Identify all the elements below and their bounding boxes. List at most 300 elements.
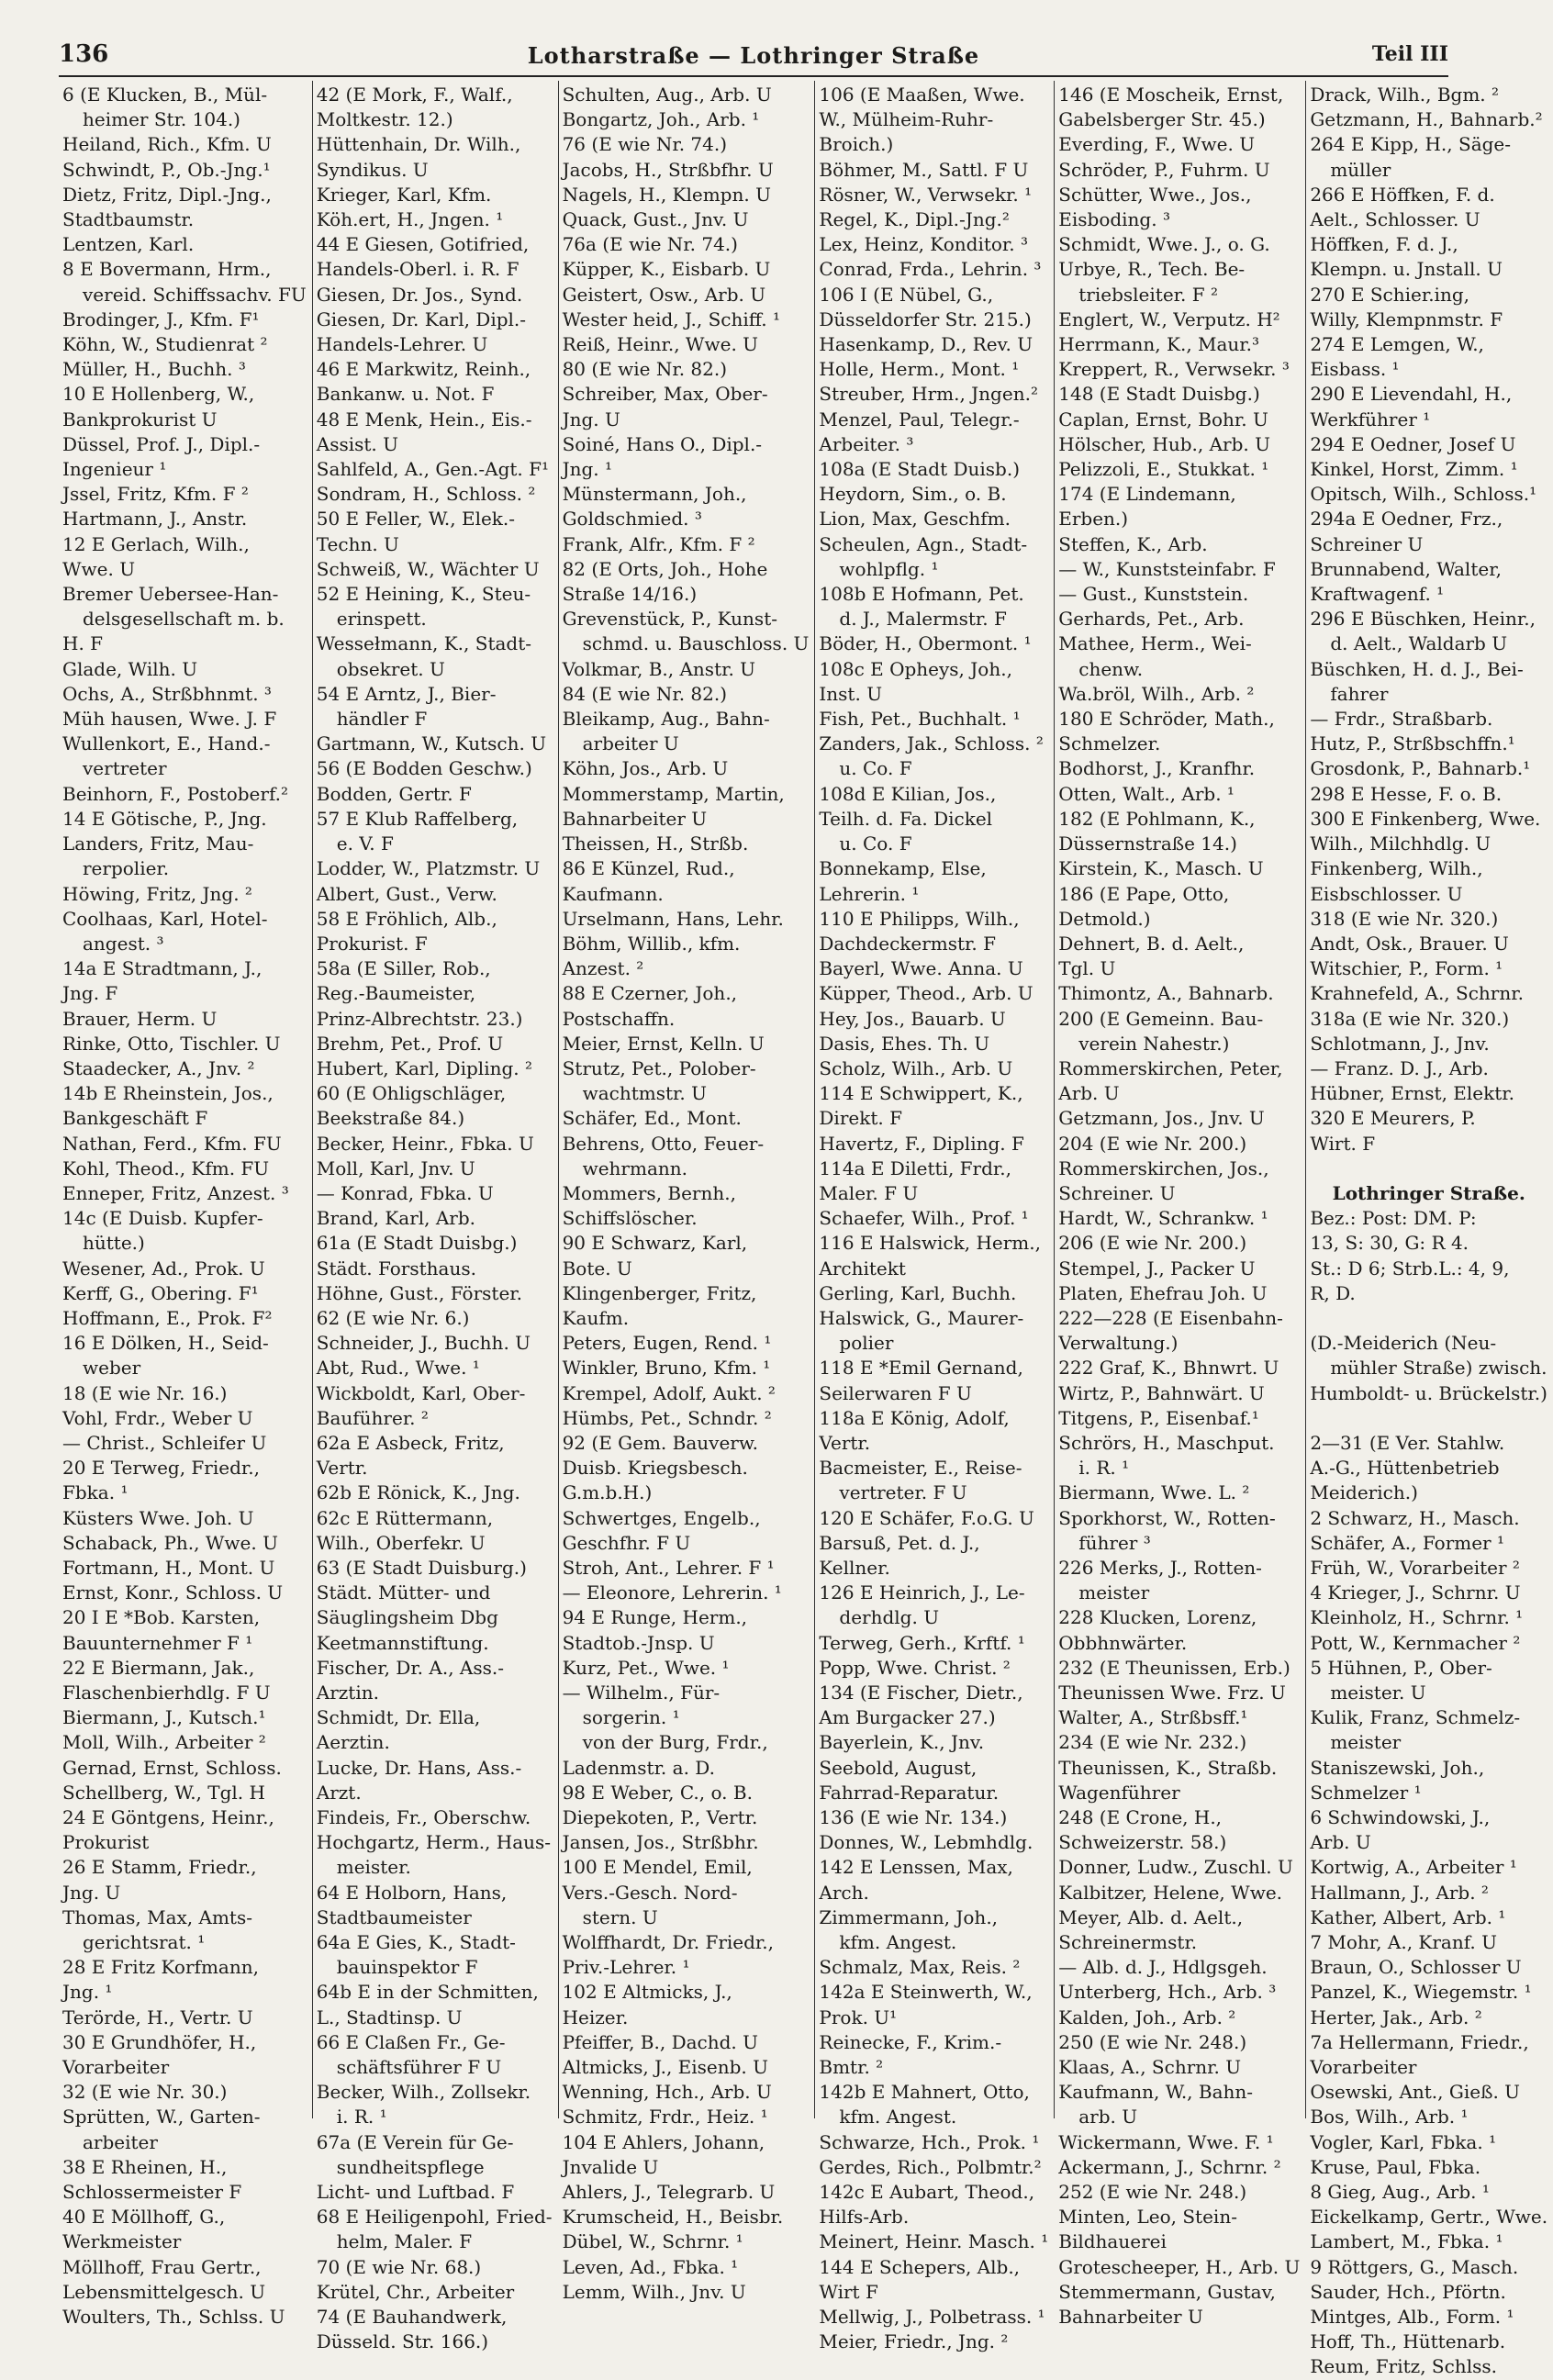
directory-line: Köhn, Jos., Arb. U [562,757,729,780]
page-number: 136 [59,40,109,68]
directory-line: 24 E Göntgens, Heinr., [62,1806,274,1829]
directory-line: Hardt, W., Schrankw. ¹ [1058,1207,1268,1230]
directory-line: 300 E Finkenberg, Wwe. [1310,807,1541,830]
directory-line: 14a E Stradtmann, J., [62,957,263,980]
directory-line: obsekret. U [336,657,445,680]
directory-line: Lehrerin. ¹ [819,882,920,905]
directory-line: Peters, Eugen, Rend. ¹ [562,1332,772,1355]
directory-line: helm, Maler. F [336,2230,473,2253]
directory-line: Strutz, Pet., Polober- [562,1056,756,1079]
directory-line: Woulters, Th., Schlss. U [62,2306,285,2329]
directory-line: Kather, Albert, Arb. ¹ [1310,1905,1506,1928]
directory-line: Bildhauerei [1058,2230,1167,2253]
directory-line: Kulik, Franz, Schmelz- [1310,1706,1521,1729]
directory-line: Mommers, Bernh., [562,1181,736,1204]
directory-line: 182 (E Pohlmann, K., [1058,807,1256,830]
directory-line: Rommerskirchen, Jos., [1058,1156,1269,1179]
directory-line: Schiffslöscher. [562,1207,698,1230]
directory-line: Bankanw. u. Not. F [316,383,495,406]
directory-line: Jansen, Jos., Strßbhr. [562,1831,759,1854]
directory-line: 20 I E *Bob. Karsten, [62,1606,261,1629]
directory-line: Schmelzer ¹ [1310,1781,1422,1804]
directory-line: 88 E Czerner, Joh., [562,982,738,1005]
directory-line: verein Nahestr.) [1078,1032,1230,1055]
directory-line: Kaufmann, W., Bahn- [1058,2081,1254,2104]
directory-line: schmd. u. Bauschloss. U [582,632,810,655]
directory-line: 114 E Schwippert, K., [819,1082,1023,1105]
directory-line: 22 E Biermann, Jak., [62,1656,255,1679]
directory-line: Theissen, H., Strßb. [562,832,749,855]
directory-line: Hilfs-Arb. [819,2206,910,2229]
directory-line: Wenning, Hch., Arb. U [562,2081,772,2104]
page-title: Lotharstraße — Lothringer Straße [527,42,980,69]
directory-line: Sahlfeld, A., Gen.-Agt. F¹ [316,458,550,481]
directory-line: Kalden, Joh., Arb. ² [1058,2006,1236,2028]
directory-line: 232 (E Theunissen, Erb.) [1058,1656,1290,1679]
directory-line: Bankprokurist U [62,408,218,430]
directory-line: Moll, Wilh., Arbeiter ² [62,1731,266,1754]
directory-line: Krempel, Adolf, Aukt. ² [562,1381,776,1404]
directory-line: Wilh., Oberfekr. U [316,1531,486,1554]
directory-line: 70 (E wie Nr. 68.) [316,2255,482,2278]
directory-line: Grosdonk, P., Bahnarb.¹ [1310,757,1531,780]
directory-line: Barsuß, Pet. d. J., [819,1531,980,1554]
directory-line: Wa.bröl, Wilh., Arb. ² [1058,682,1255,705]
directory-line: 118a E König, Adolf, [819,1406,1010,1429]
directory-line: Stemmermann, Gustav, [1058,2280,1276,2303]
directory-line: Jng. U [62,1881,121,1904]
directory-line: Jssel, Fritz, Kfm. F ² [62,483,249,506]
directory-line: Vorarbeiter [1310,2056,1417,2079]
directory-line: vertreter. F U [839,1481,967,1504]
directory-line: Schmalz, Max, Reis. ² [819,1956,1021,1979]
directory-line: wachtmstr. U [582,1082,707,1105]
directory-line: polier [839,1332,894,1355]
directory-line: Mintges, Alb., Form. ¹ [1310,2306,1514,2329]
directory-line: 136 (E wie Nr. 134.) [819,1806,1008,1829]
directory-line: Fish, Pet., Buchhalt. ¹ [819,708,1021,731]
directory-line: 294 E Oedner, Josef U [1310,432,1516,455]
directory-line: — Wilhelm., Für- [562,1682,721,1704]
directory-line: Stadtbaumeister [316,1905,472,1928]
column-3 [559,81,816,2303]
directory-line: erinspett. [336,608,427,631]
directory-line: Lodder, W., Platzmstr. U [316,857,541,880]
directory-line: Aelt., Schlosser. U [1310,208,1480,231]
directory-line: Ochs, A., Strßbhnmt. ³ [62,682,272,705]
directory-line: 108c E Opheys, Joh., [819,657,1012,680]
directory-line: Hoffmann, E., Prok. F² [62,1306,273,1329]
directory-line: 7a Hellermann, Friedr., [1310,2030,1529,2053]
directory-line: 2—31 (E Ver. Stahlw. [1310,1431,1505,1454]
directory-line: Anzest. ² [562,957,644,980]
directory-line: Dübel, W., Schrnr. ¹ [562,2230,743,2253]
directory-line: d. J., Malermstr. F [839,608,1007,631]
directory-line: Hochgartz, Herm., Haus- [316,1831,552,1854]
directory-line: Hümbs, Pet., Schndr. ² [562,1406,772,1429]
directory-line: Schwertges, Engelb., [562,1506,761,1529]
directory-line: führer ³ [1078,1531,1151,1554]
directory-line: L., Stadtinsp. U [316,2006,463,2028]
directory-line: Vogler, Karl, Fbka. ¹ [1310,2130,1497,2153]
directory-line: 102 E Altmicks, J., [562,1981,732,2004]
directory-line: 16 E Dölken, H., Seid- [62,1332,269,1355]
directory-line: Platen, Ehefrau Joh. U [1058,1281,1268,1304]
page-header [59,39,1448,77]
directory-line: 62a E Asbeck, Fritz, [316,1431,505,1454]
part-label: Teil III [1371,42,1448,66]
directory-line: Gerhards, Pet., Arb. [1058,608,1245,631]
directory-line: Reinecke, F., Krim.- [819,2030,1002,2053]
directory-line: 50 E Feller, W., Elek.- [316,508,516,531]
directory-line: 108a (E Stadt Duisb.) [819,458,1021,481]
directory-line: Reg.-Baumeister, [316,982,476,1005]
directory-line: 42 (E Mork, F., Walf., [316,84,513,106]
directory-line: 148 (E Stadt Duisbg.) [1058,383,1260,406]
directory-line: Staniszewski, Joh., [1310,1756,1485,1779]
directory-line: meister [1078,1581,1150,1604]
directory-line: Jacobs, H., Strßbfhr. U [562,158,774,181]
directory-line: Sprütten, W., Garten- [62,2106,261,2129]
directory-line: Wickermann, Wwe. F. ¹ [1058,2130,1274,2153]
directory-line: Hutz, P., Strßbschffn.¹ [1310,732,1515,755]
directory-line: Andt, Osk., Brauer. U [1310,932,1509,955]
directory-line: Eisboding. ³ [1058,208,1170,231]
directory-line: Küsters Wwe. Joh. U [62,1506,254,1529]
directory-line: Schäfer, A., Former ¹ [1310,1531,1504,1554]
directory-line: Krieger, Karl, Kfm. [316,183,492,206]
directory-line: Bez.: Post: DM. P: [1310,1207,1477,1230]
directory-line: Mathee, Herm., Wei- [1058,632,1252,655]
directory-line: 108d E Kilian, Jos., [819,782,997,805]
directory-line: Jng. U [562,408,620,430]
directory-line: Bahnarbeiter U [1058,2306,1203,2329]
directory-line: Ahlers, J., Telegrarb. U [562,2181,776,2204]
directory-line: Heizer. [562,2006,629,2028]
directory-line: 294a E Oedner, Frz., [1310,508,1503,531]
directory-line: 146 (E Moscheik, Ernst, [1058,84,1284,106]
directory-line: hütte.) [83,1232,145,1255]
directory-line: Fahrrad-Reparatur. [819,1781,1000,1804]
directory-line: 67a (E Verein für Ge- [316,2130,514,2153]
directory-line: 68 E Heiligenpohl, Fried- [316,2206,553,2229]
directory-line: meister. [336,1856,411,1879]
directory-line: Braun, O., Schlosser U [1310,1956,1522,1979]
directory-line: Albert, Gust., Verw. [316,882,497,905]
directory-line: Obbhnwärter. [1058,1631,1188,1654]
directory-line: Detmold.) [1058,907,1151,930]
directory-line: 264 E Kipp, H., Säge- [1310,133,1512,156]
directory-line: 206 (E wie Nr. 200.) [1058,1232,1247,1255]
directory-line: Opitsch, Wilh., Schloss.¹ [1310,483,1537,506]
directory-line: Theunissen, K., Straßb. [1058,1756,1278,1779]
directory-line: 52 E Heining, K., Steu- [316,583,531,606]
directory-line: Sporkhorst, W., Rotten- [1058,1506,1276,1529]
directory-line: Bauunternehmer F ¹ [62,1631,253,1654]
directory-line: Bahnarbeiter U [562,807,708,830]
directory-line: Englert, W., Verputz. H² [1058,307,1280,330]
directory-line: vertreter [83,757,167,780]
directory-line: Münstermann, Joh., [562,483,747,506]
directory-line: Hallmann, J., Arb. ² [1310,1881,1489,1904]
directory-line: Bote. U [562,1257,632,1279]
directory-line: 8 E Bovermann, Hrm., [62,258,272,281]
directory-line: meister [1330,1731,1402,1754]
directory-line: Jnvalide U [562,2155,659,2178]
directory-line: Heiland, Rich., Kfm. U [62,133,272,156]
directory-line: wohlpflg. ¹ [839,557,939,580]
directory-line: Hartmann, J., Anstr. [62,508,248,531]
directory-line: Bodhorst, J., Kranfhr. [1058,757,1256,780]
directory-line: Handels-Oberl. i. R. F [316,258,520,281]
directory-line: Arbeiter. ³ [819,432,914,455]
directory-line: Biermann, Wwe. L. ² [1058,1481,1250,1504]
directory-line: Böhm, Willib., kfm. [562,932,741,955]
directory-line: Nagels, H., Klempn. U [562,183,771,206]
directory-line: derhdlg. U [839,1606,940,1629]
directory-line: Scholz, Wilh., Arb. U [819,1056,1013,1079]
directory-line: Humboldt- u. Brückelstr.) [1310,1381,1547,1404]
directory-line: Möllhoff, Frau Gertr., [62,2255,262,2278]
directory-line: Schreinermstr. [1058,1931,1198,1954]
directory-line: Sauder, Hch., Pförtn. [1310,2280,1506,2303]
directory-line: — Konrad, Fbka. U [316,1181,494,1204]
directory-line: 82 (E Orts, Joh., Hohe [562,557,768,580]
directory-line: Syndikus. U [316,158,429,181]
directory-line: Bmtr. ² [819,2056,884,2079]
directory-line: Donnes, W., Lebmhdlg. [819,1831,1033,1854]
directory-line: Wesener, Ad., Prok. U [62,1257,265,1279]
directory-line: Giesen, Dr. Jos., Synd. [316,283,523,306]
directory-line: Popp, Wwe. Christ. ² [819,1656,1011,1679]
directory-line: Thimontz, A., Bahnarb. [1058,982,1274,1005]
directory-line: Schweizerstr. 58.) [1058,1831,1227,1854]
directory-line: 66 E Claßen Fr., Ge- [316,2030,506,2053]
directory-line: Höffken, F. d. J., [1310,233,1458,256]
directory-line: Soiné, Hans O., Dipl.- [562,432,763,455]
directory-line: 134 (E Fischer, Dietr., [819,1682,1023,1704]
directory-line: Getzmann, Jos., Jnv. U [1058,1107,1265,1130]
directory-line: Lemm, Wilh., Jnv. U [562,2280,746,2303]
directory-line: Schulten, Aug., Arb. U [562,84,772,106]
directory-line: Kruse, Paul, Fbka. [1310,2155,1481,2178]
directory-line: Coolhaas, Karl, Hotel- [62,907,268,930]
directory-line: Beekstraße 84.) [316,1107,465,1130]
directory-line: Everding, F., Wwe. U [1058,133,1256,156]
directory-line: Höhne, Gust., Förster. [316,1281,523,1304]
directory-line: R, D. [1310,1281,1356,1304]
directory-line: müller [1330,158,1391,181]
directory-line: Schrörs, H., Maschput. [1058,1431,1275,1454]
directory-line: 62c E Rüttermann, [316,1506,494,1529]
directory-line: Assist. U [316,432,398,455]
directory-line: Glade, Wilh. U [62,657,198,680]
directory-line: 62 (E wie Nr. 6.) [316,1306,470,1329]
directory-line: Brauer, Herm. U [62,1007,218,1030]
directory-line: 274 E Lemgen, W., [1310,333,1484,356]
directory-line: arbeiter [83,2130,158,2153]
directory-line: 14 E Götische, P., Jng. [62,807,267,830]
directory-line: Meier, Friedr., Jng. ² [819,2330,1009,2353]
directory-line: angest. ³ [83,932,164,955]
directory-line: 64b E in der Schmitten, [316,1981,539,2004]
directory-line: Meier, Ernst, Kelln. U [562,1032,765,1055]
directory-line: Eisbass. ¹ [1310,358,1400,381]
directory-line: Bonnekamp, Else, [819,857,987,880]
directory-line: Techn. U [316,532,399,555]
directory-line: Schwarze, Hch., Prok. ¹ [819,2130,1040,2153]
directory-line: 120 E Schäfer, F.o.G. U [819,1506,1034,1529]
directory-line: Steffen, K., Arb. [1058,532,1208,555]
directory-line: Wwe. U [62,557,136,580]
directory-line: 126 E Heinrich, J., Le- [819,1581,1025,1604]
directory-line: triebsleiter. F ² [1078,283,1218,306]
directory-line: Arb. U [1058,1082,1120,1105]
directory-line: W., Mülheim-Ruhr- [819,108,994,131]
directory-line: Pfeiffer, B., Dachd. U [562,2030,758,2053]
directory-line: Leven, Ad., Fbka. ¹ [562,2255,739,2278]
directory-line: sundheitspflege [336,2155,485,2178]
directory-line: 116 E Halswick, Herm., [819,1232,1041,1255]
directory-line: 44 E Giesen, Gotifried, [316,233,530,256]
directory-line: 64 E Holborn, Hans, [316,1881,508,1904]
directory-line: Sondram, H., Schloss. ² [316,483,536,506]
directory-line: Inst. U [819,682,883,705]
directory-line: Lebensmittelgesch. U [62,2280,266,2303]
directory-line: Zimmermann, Joh., [819,1905,999,1928]
directory-line: Scheulen, Agn., Stadt- [819,532,1028,555]
directory-line: Holle, Herm., Mont. ¹ [819,358,1020,381]
directory-line: Seebold, August, [819,1756,978,1779]
directory-line: Hubert, Karl, Dipling. ² [316,1056,533,1079]
directory-line: Erben.) [1058,508,1129,531]
directory-line: 318a (E wie Nr. 320.) [1310,1007,1510,1030]
directory-line: H. F [62,632,104,655]
directory-line: Eickelkamp, Gertr., Wwe. [1310,2206,1548,2229]
directory-line: Biermann, J., Kutsch.¹ [62,1706,266,1729]
directory-line: Behrens, Otto, Feuer- [562,1132,765,1155]
directory-line: Arztin. [316,1682,379,1704]
directory-line: 60 (E Ohligschläger, [316,1082,507,1105]
directory-line: Priv.-Lehrer. ¹ [562,1956,690,1979]
directory-line: Hölscher, Hub., Arb. U [1058,432,1270,455]
directory-line: 222—228 (E Eisenbahn- [1058,1306,1283,1329]
directory-line: Höwing, Fritz, Jng. ² [62,882,252,905]
directory-line: 142 E Lenssen, Max, [819,1856,1013,1879]
directory-line: Meyer, Alb. d. Aelt., [1058,1905,1244,1928]
directory-line: stern. U [582,1905,658,1928]
directory-line: — Franz. D. J., Arb. [1310,1056,1489,1079]
directory-line: 142a E Steinwerth, W., [819,1981,1033,2004]
directory-line: Vorarbeiter [62,2056,170,2079]
directory-line: 18 (E wie Nr. 16.) [62,1381,228,1404]
directory-line: Reiß, Heinr., Wwe. U [562,333,759,356]
directory-line: 13, S: 30, G: R 4. [1310,1232,1469,1255]
directory-line: Architekt [819,1257,906,1279]
directory-line: Volkmar, B., Anstr. U [562,657,756,680]
directory-line: Caplan, Ernst, Bohr. U [1058,408,1268,430]
directory-line: 142b E Mahnert, Otto, [819,2081,1030,2104]
directory-line: 226 Merks, J., Rotten- [1058,1556,1262,1579]
directory-line: Fbka. ¹ [62,1481,128,1504]
directory-line: Küpper, Theod., Arb. U [819,982,1033,1005]
directory-line: Abt, Rud., Wwe. ¹ [316,1357,480,1380]
directory-line: Wullenkort, E., Hand.- [62,732,271,755]
directory-line: Köh.ert, H., Jngen. ¹ [316,208,504,231]
directory-line: Kerff, G., Obering. F¹ [62,1281,259,1304]
directory-line: Staadecker, A., Jnv. ² [62,1056,255,1079]
directory-line: Schneider, J., Buchh. U [316,1332,531,1355]
directory-line: 76 (E wie Nr. 74.) [562,133,728,156]
directory-line: Gernad, Ernst, Schloss. [62,1756,282,1779]
directory-line: Mommerstamp, Martin, [562,782,785,805]
directory-line: Fortmann, H., Mont. U [62,1556,275,1579]
directory-line: gerichtsrat. ¹ [83,1931,206,1954]
directory-line: Kortwig, A., Arbeiter ¹ [1310,1856,1517,1879]
directory-line: kfm. Angest. [839,1931,957,1954]
directory-line: Postschaffn. [562,1007,676,1030]
directory-line: Brehm, Pet., Prof. U [316,1032,504,1055]
directory-line: Duisb. Kriegsbesch. [562,1457,748,1480]
directory-line: fahrer [1330,682,1389,705]
directory-line: Maler. F U [819,1181,919,1204]
directory-line: Flaschenbierhdlg. F U [62,1682,271,1704]
directory-line: Hüttenhain, Dr. Wilh., [316,133,521,156]
directory-line: Böder, H., Obermont. ¹ [819,632,1032,655]
directory-line: Grevenstück, P., Kunst- [562,608,777,631]
directory-line: Herter, Jak., Arb. ² [1310,2006,1482,2028]
directory-line: Lucke, Dr. Hans, Ass.- [316,1756,522,1779]
directory-line: Vertr. [819,1431,871,1454]
directory-line: Prinz-Albrechtstr. 23.) [316,1007,523,1030]
directory-line: A.-G., Hüttenbetrieb [1310,1457,1500,1480]
directory-line: Lentzen, Karl. [62,233,195,256]
directory-line: vereid. Schiffssachv. FU [83,283,307,306]
directory-line: Lothringer Straße. [1332,1181,1525,1204]
directory-line: Pelizzoli, E., Stukkat. ¹ [1058,458,1269,481]
directory-line: Stadtbaumstr. [62,208,195,231]
directory-line: Walter, A., Strßbsff.¹ [1058,1706,1248,1729]
directory-line: 38 E Rheinen, H., [62,2155,228,2178]
directory-line: Drack, Wilh., Bgm. ² [1310,84,1500,106]
directory-line: Eisbschlosser. U [1310,882,1463,905]
directory-line: weber [83,1357,141,1380]
directory-line: Conrad, Frda., Lehrin. ³ [819,258,1042,281]
directory-line: Altmicks, J., Eisenb. U [562,2056,769,2079]
directory-line: 6 Schwindowski, J., [1310,1806,1491,1829]
directory-line: 58a (E Siller, Rob., [316,957,491,980]
directory-line: Köhn, W., Studienrat ² [62,333,268,356]
directory-line: 222 Graf, K., Bhnwrt. U [1058,1357,1279,1380]
directory-line: 32 (E wie Nr. 30.) [62,2081,228,2104]
directory-line: Müh hausen, Wwe. J. F [62,708,277,731]
directory-line: Düssernstraße 14.) [1058,832,1237,855]
directory-line: Wickboldt, Karl, Ober- [316,1381,526,1404]
directory-line: Meiderich.) [1310,1481,1418,1504]
directory-line: Krumscheid, H., Beisbr. [562,2206,784,2229]
directory-line: Arch. [819,1881,869,1904]
directory-line: 7 Mohr, A., Kranf. U [1310,1931,1497,1954]
directory-line: 62b E Rönick, K., Jng. [316,1481,520,1504]
directory-line: Stadtob.-Jnsp. U [562,1631,715,1654]
directory-line: Schmidt, Wwe. J., o. G. [1058,233,1270,256]
directory-line: Düssel, Prof. J., Dipl.- [62,432,261,455]
directory-line: Findeis, Fr., Oberschw. [316,1806,531,1829]
directory-line: Prokurist [62,1831,150,1854]
directory-line: 266 E Höffken, F. d. [1310,183,1495,206]
directory-line: kfm. Angest. [839,2106,957,2129]
directory-line: 320 E Meurers, P. [1310,1107,1476,1130]
